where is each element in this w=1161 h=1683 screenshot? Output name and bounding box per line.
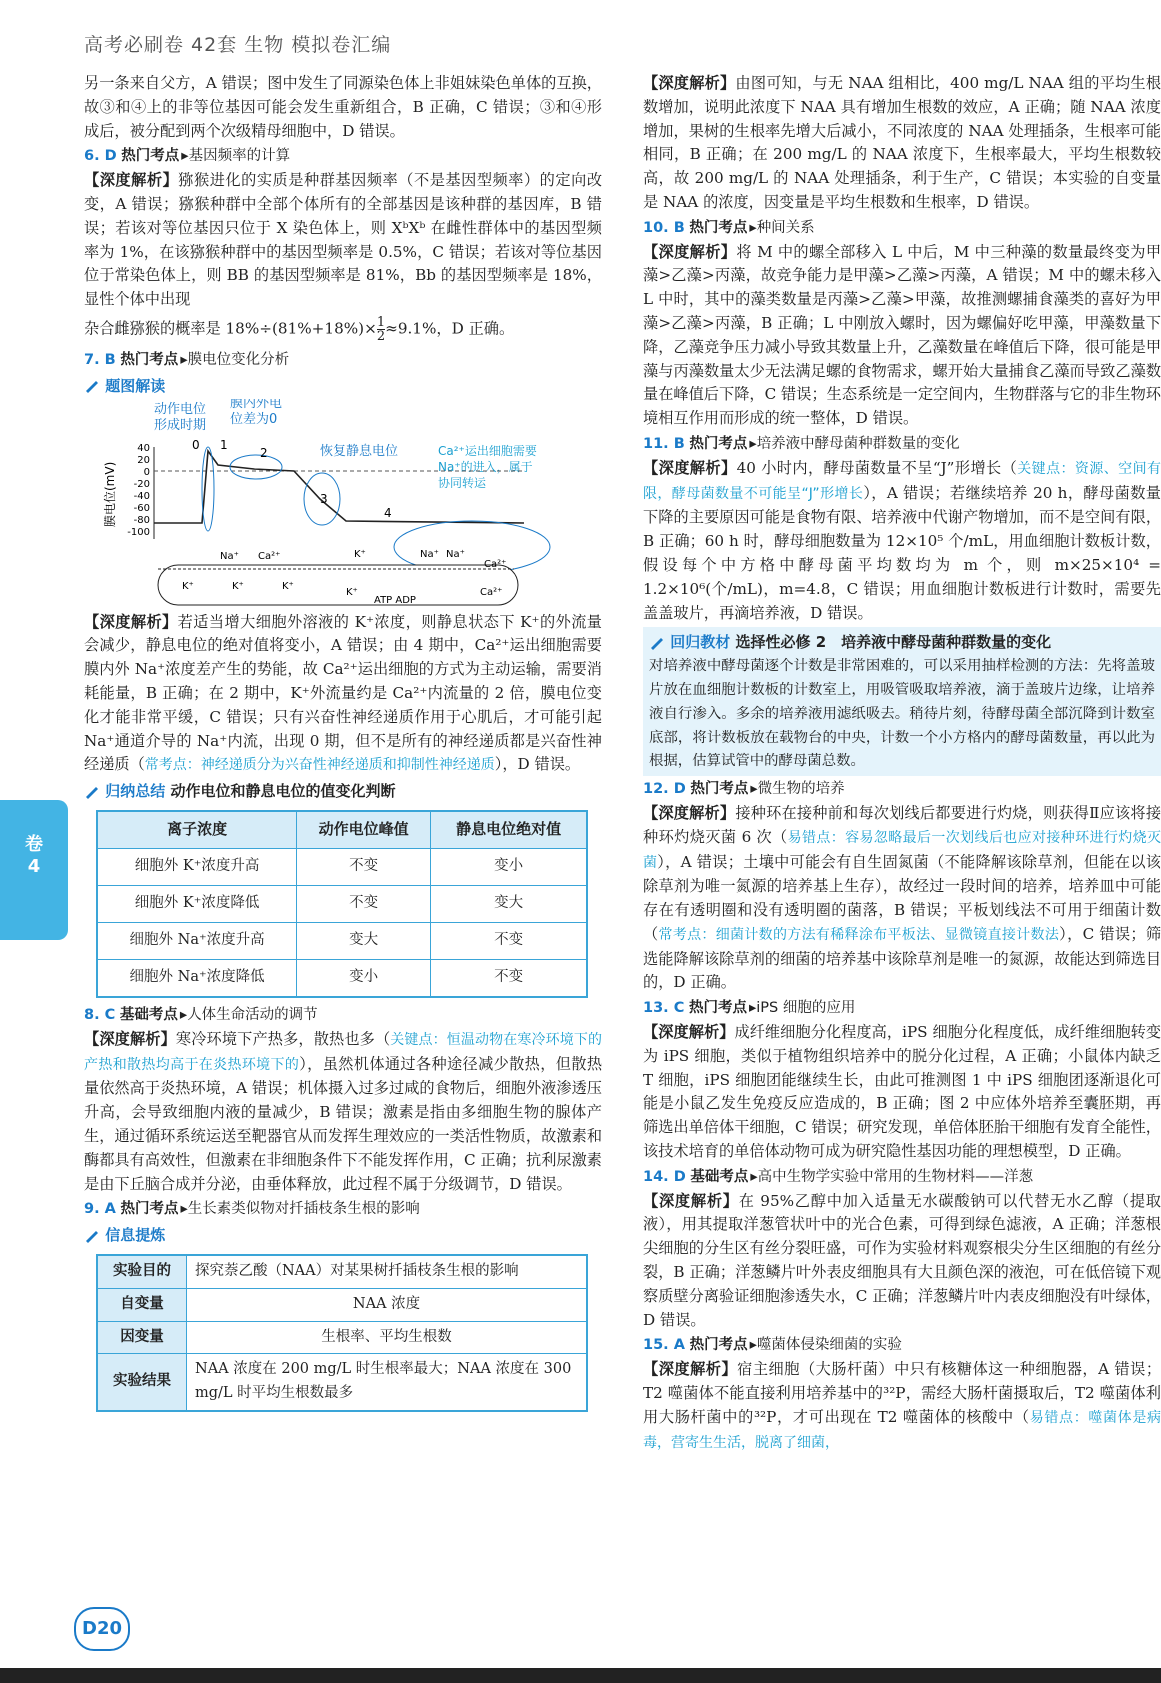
table-row: [97, 1354, 587, 1411]
table-cell: 细胞外 K⁺浓度升高: [97, 848, 297, 885]
side-tab-line2: 4: [27, 856, 41, 877]
q11-note: 关键点：资源、空间有限，酵母菌数量不可能呈“J”形增长: [643, 460, 1161, 502]
figure-reading-title: 题图解读: [105, 376, 166, 395]
q6-fraction: [377, 316, 385, 343]
textbook-heading: [649, 631, 1155, 655]
tick-m80: -80: [133, 514, 150, 526]
row-key: 因变量: [97, 1321, 187, 1354]
q11-tag: 【深度解析】: [643, 458, 737, 477]
y-axis-label: 膜电位(mV): [103, 461, 117, 527]
q9-number: 9. A: [84, 1201, 116, 1218]
figure-reading-heading: [84, 375, 602, 399]
q13-analysis: [643, 1021, 1161, 1164]
phase-1: 1: [220, 437, 228, 452]
row-value: 探究萘乙酸（NAA）对某果树扦插枝条生根的影响: [187, 1255, 588, 1288]
running-header: 高考必刷卷 42套 生物 模拟卷汇编: [84, 34, 392, 56]
q6-number: 6. D: [84, 148, 117, 165]
q9-text: 由图可知，与无 NAA 组相比，400 mg/L NAA 组的平均生根数增加，说明此浓度下 NAA 具有增加生根数的效应，A 正确；随 NAA 浓度增加，果树的生根率先增大后减小，不同浓度的 NAA 处理插条，生根率可能相同，B 正确；在 200 mg/L 的 NAA 浓度下，生根率最大，平均生根数较高，故 200 mg/L 的 NAA 处理插条，利于生产，C 错误；本实验的自变量是 NAA 的浓度，因变量是平均生根数和生根率，D 错误。: [643, 74, 1161, 211]
row-value: NAA 浓度: [187, 1288, 588, 1321]
pen-icon: [649, 636, 665, 650]
info-extract-heading: [84, 1224, 602, 1248]
q8-text2: ），虽然机体通过各种途径减少散热，但散热量依然高于炎热环境，A 错误；机体摄入过多过咸的食物后，细胞外液渗透压升高，会导致细胞内液的量减少，B 错误；激素是指由多细胞生物的腺体产生，通过循环系统运送至靶器官从而发挥生理效应的一类活性物质，故激素和酶都具有高效性，但激素在非细胞条件下不能发挥作用，C 正确；抗利尿激素是由下丘脑合成并分泌，由垂体释放，此过程不属于分级调节，D 错误。: [84, 1054, 603, 1193]
label-action-potential-2: 形成时期: [154, 417, 207, 433]
tick-40: 40: [137, 442, 150, 454]
table-cell: 细胞外 Na⁺浓度降低: [97, 959, 297, 997]
q8-topic: 人体生命活动的调节: [187, 1006, 318, 1023]
q14-text: 在 95%乙醇中加入适量无水碳酸钠可以代替无水乙醇（提取液），用其提取洋葱管状叶中的光合色素，可得到绿色滤液，A 正确；洋葱根尖细胞的分生区有丝分裂旺盛，可作为实验材料观察根尖分生区细胞的有丝分裂，B 正确；洋葱鳞片叶外表皮细胞具有大且颜色深的液泡，可在低倍镜下观察质壁分离验证细胞渗透失水，C 正确；洋葱鳞片叶内表皮细胞没有叶绿体，D 错误。: [643, 1191, 1161, 1329]
ion-na1: Na⁺: [220, 550, 239, 562]
label-ca-transport: Ca²⁺运出细胞需要: [438, 443, 537, 458]
q8-number: 8. C: [84, 1006, 116, 1023]
q14-heading: 14. D 基础考点 ▸高中生物学实验中常用的生物材料——洋葱: [643, 1168, 1034, 1185]
q12-kind: 热门考点: [690, 781, 749, 798]
table-row: [97, 885, 587, 922]
q15-analysis: [643, 1358, 1161, 1455]
q6-text3: ≈9.1%，D 正确。: [385, 319, 515, 338]
tick-m100: -100: [127, 526, 150, 538]
q15-kind: 热门考点: [689, 1337, 748, 1354]
q7-analysis: [84, 611, 602, 779]
table-header: 动作电位峰值: [297, 811, 431, 849]
q9-heading: 9. A 热门考点 ▸生长素类似物对扦插枝条生根的影响: [84, 1201, 420, 1218]
q11-text2: ），A 错误；若继续培养 20 h，酵母菌数量下降的主要原因可能是食物有限、培养液中代谢产物增加，而不是空间有限，B 正确；60 h 时，酵母细胞数量为 12×10⁵ 个/mL，用血细胞计数板计数，假设每个中方格中酵母菌平均数均为 m 个，则 m×25×10⁴ = 1.2×10⁶(个/mL)，m=4.8，C 错误；用血细胞计数板进行计数时，需要先盖盖玻片，再滴培养液，D 错误。: [643, 483, 1161, 622]
q10-tag: 【深度解析】: [643, 242, 737, 261]
q11-text1: 40 小时内，酵母菌数量不呈“J”形增长（: [736, 458, 1018, 477]
q14-kind: 基础考点: [690, 1168, 749, 1185]
phase-3: 3: [320, 491, 328, 506]
label-restore: 恢复静息电位: [320, 443, 399, 459]
table-cell: 变小: [431, 848, 587, 885]
textbook-subtitle: 选择性必修 2 培养液中酵母菌种群数量的变化: [735, 633, 1052, 652]
q14-analysis: [643, 1190, 1161, 1333]
tick-20: 20: [137, 454, 150, 466]
row-value: 生根率、平均生根数: [187, 1321, 588, 1354]
q6-analysis-end: [84, 316, 602, 343]
q12-note1: 易错点：容易忽略最后一次划线后也应对接种环进行灼烧灭菌: [643, 829, 1161, 871]
row-key: 实验结果: [97, 1354, 187, 1411]
q15-text1: 宿主细胞（大肠杆菌）中只有核糖体这一种细胞器，A 错误；T2 噬菌体不能直接利用培养基中的³²P，需经大肠杆菌摄取后，T2 噬菌体利用大肠杆菌中的³²P，才可出现在 T2 噬菌体的核酸中（: [643, 1360, 1161, 1426]
row-key: 实验目的: [97, 1255, 187, 1288]
q8-tag: 【深度解析】: [84, 1029, 176, 1048]
q10-text: 将 M 中的螺全部移入 L 中后，M 中三种藻的数量最终变为甲藻>乙藻>丙藻，故竞争能力是甲藻>乙藻>丙藻，A 错误；M 中的螺未移入 L 中时，其中的藻类数量是丙藻>乙藻>甲藻，故推测螺捕食藻类的喜好为甲藻>乙藻>丙藻，B 正确；L 中刚放入螺时，因为螺偏好吃甲藻，甲藻数量下降，乙藻竞争压力减小导致其数量上升，乙藻数量在峰值后下降，很可能是甲藻与丙藻数量太少无法满足螺的食物需求，螺开始大量捕食乙藻而导致乙藻数量在峰值后下降，C 错误；生态系统是一定空间内，生物群落与它的非生物环境相互作用而形成的统一整体，D 错误。: [643, 242, 1161, 428]
intro-paragraph: 另一条来自父方，A 错误；图中发生了同源染色体上非姐妹染色单体的互换，故③和④上的非等位基因可能会发生重新组合，B 正确，C 错误；③和④形成后，被分配到两个次级精母细胞中，D 错误。: [84, 74, 602, 140]
q9-kind: 热门考点: [120, 1201, 179, 1218]
q6-analysis: [84, 169, 602, 312]
q9-analysis: [643, 72, 1161, 215]
q12-number: 12. D: [643, 781, 686, 798]
phase-0: 0: [192, 437, 200, 452]
q10-topic: 种间关系: [756, 219, 815, 236]
table-cell: 不变: [297, 848, 431, 885]
q15-heading: 15. A 热门考点 ▸噬菌体侵染细菌的实验: [643, 1337, 902, 1354]
label-action-potential: 动作电位: [154, 401, 207, 417]
q13-topic: iPS 细胞的应用: [756, 1000, 856, 1017]
q7-heading: 7. B 热门考点 ▸膜电位变化分析: [84, 351, 290, 368]
summary-heading: [84, 780, 602, 804]
table-cell: 细胞外 K⁺浓度降低: [97, 885, 297, 922]
textbook-text: 对培养液中酵母菌逐个计数是非常困难的，可以采用抽样检测的方法：先将盖玻片放在血细胞计数板的计数室上，用吸管吸取培养液，滴于盖玻片边缘，让培养液自行渗入。多余的培养液用滤纸吸去。稍待片刻，待酵母菌全部沉降到计数室底部，将计数板放在载物台的中央，计数一个小方格内的酵母菌数量，再以此为根据，估算试管中的酵母菌总数。: [649, 658, 1155, 770]
textbook-title: 回归教材: [670, 633, 731, 652]
q7-note: 常考点：神经递质分为兴奋性神经递质和抑制性神经递质: [144, 757, 495, 774]
cell-membrane: [158, 565, 518, 605]
potential-table: [96, 810, 588, 998]
table-row: [97, 1255, 587, 1288]
q12-heading: 12. D 热门考点 ▸微生物的培养: [643, 781, 845, 798]
q6-text2: 杂合雌猕猴的概率是 18%÷(81%+18%)×: [84, 319, 377, 338]
label-zero-diff: 膜内外电: [230, 398, 283, 411]
table-row: [97, 848, 587, 885]
tick-m60: -60: [133, 502, 150, 514]
q15-note: 易错点：噬菌体是病毒，营寄生生活，脱离了细菌，: [643, 1409, 1161, 1451]
q14-number: 14. D: [643, 1168, 686, 1185]
experiment-table: [96, 1254, 588, 1412]
table-header: 静息电位绝对值: [431, 811, 587, 849]
ion-k2: K⁺: [182, 580, 194, 592]
y-ticks: [127, 443, 150, 538]
label-ca-transport-3: 协同转运: [438, 475, 487, 490]
table-cell: 细胞外 Na⁺浓度升高: [97, 922, 297, 959]
left-column: [84, 72, 602, 1412]
q13-kind: 热门考点: [689, 1000, 747, 1017]
table-row: [97, 1321, 587, 1354]
phase-4: 4: [384, 505, 392, 520]
bottom-edge: [0, 1668, 1161, 1683]
q6-heading: 6. D 热门考点 ▸基因频率的计算: [84, 148, 291, 165]
q13-number: 13. C: [643, 1000, 685, 1017]
pen-icon: [84, 785, 100, 799]
q9-tag: 【深度解析】: [643, 74, 736, 92]
table-cell: 变小: [297, 959, 431, 997]
q12-note2: 常考点：细菌计数的方法有稀释涂布平板法、显微镜直接计数法: [658, 926, 1060, 943]
q8-note: 关键点：恒温动物在寒冷环境下的产热和散热均高于在炎热环境下的: [84, 1031, 602, 1073]
phase-2: 2: [260, 445, 268, 460]
q10-kind: 热门考点: [689, 219, 748, 236]
ion-ca2: Ca²⁺: [484, 558, 507, 570]
q15-number: 15. A: [643, 1337, 685, 1354]
volume-side-tab: [0, 800, 68, 940]
q11-heading: 11. B 热门考点 ▸培养液中酵母菌种群数量的变化: [643, 435, 960, 452]
q13-tag: 【深度解析】: [643, 1023, 735, 1042]
q8-text1: 寒冷环境下产热多，散热也多（: [175, 1029, 391, 1048]
table-header: 离子浓度: [97, 811, 297, 849]
q7-kind: 热门考点: [120, 351, 179, 368]
table-row: [97, 922, 587, 959]
q12-tag: 【深度解析】: [643, 803, 736, 822]
row-value: NAA 浓度在 200 mg/L 时生根率最大；NAA 浓度在 300 mg/L 时平均生根数最多: [187, 1354, 588, 1411]
q13-text: 成纤维细胞分化程度高，iPS 细胞分化程度低，成纤维细胞转变为 iPS 细胞，类似于植物组织培养中的脱分化过程，A 正确；小鼠体内缺乏 T 细胞，iPS 细胞团能继续生长，由此可推测图 1 中 iPS 细胞团逐渐退化可能是小鼠乙发生免疫反应造成的，B 正确；图 2 中应体外培养至囊胚期，再筛选出单倍体干细胞，C 错误；研究发现，单倍体胚胎干细胞有发育全能性，该技术培育的单倍体动物可成为研究隐性基因功能的理想模型，D 正确。: [643, 1023, 1161, 1161]
ion-k5: K⁺: [346, 586, 358, 598]
q10-analysis: [643, 241, 1161, 431]
ion-k4: K⁺: [282, 580, 294, 592]
table-cell: 变大: [431, 885, 587, 922]
table-cell: 不变: [297, 885, 431, 922]
table-row: [97, 959, 587, 997]
q12-text3: ），C 错误；筛选能降解该除草剂的细菌的培养基中该除草剂是唯一的氮源，故能达到筛选目的，D 正确。: [643, 924, 1161, 992]
row-key: 自变量: [97, 1288, 187, 1321]
table-cell: 变大: [297, 922, 431, 959]
label-ca-transport-2: Na⁺的进入，属于: [438, 459, 533, 474]
q11-kind: 热门考点: [689, 435, 748, 452]
q15-topic: 噬菌体侵染细菌的实验: [756, 1337, 902, 1354]
table-cell: 不变: [431, 922, 587, 959]
summary-subtitle: 动作电位和静息电位的值变化判断: [170, 782, 396, 801]
tick-m40: -40: [133, 490, 150, 502]
ion-na3: Na⁺: [446, 548, 465, 560]
q12-text1: 接种环在接种前和每次划线后都要进行灼烧，则获得Ⅱ应该将接种环灼烧灭菌 6 次（: [643, 803, 1161, 846]
side-tab-line1: 卷: [25, 834, 43, 855]
table-row: [97, 1288, 587, 1321]
ion-ca1: Ca²⁺: [258, 550, 281, 562]
pen-icon: [84, 1229, 100, 1243]
summary-title: 归纳总结: [105, 782, 166, 801]
q14-topic: 高中生物学实验中常用的生物材料——洋葱: [757, 1168, 1034, 1185]
textbook-box: [643, 627, 1161, 776]
table-cell: 不变: [431, 959, 587, 997]
q7-tag: 【深度解析】: [84, 612, 178, 631]
q10-heading: 10. B 热门考点 ▸种间关系: [643, 219, 815, 236]
q8-kind: 基础考点: [119, 1006, 178, 1023]
q15-tag: 【深度解析】: [643, 1360, 738, 1379]
q6-kind: 热门考点: [121, 148, 180, 165]
q6-text: 猕猴进化的实质是种群基因频率（不是基因型频率）的定向改变，A 错误；猕猴种群中全部个体所有的全部基因是该种群的基因库，B 错误；若该对等位基因只位于 X 染色体上，则 XᵇXᵇ 在雌性群体中的基因型频率为 1%，在该猕猴种群中的基因型频率是 0.5%，C 错误；若该对等位基因位于常染色体上，则 BB 的基因型频率是 81%，Bb 的基因型频率是 18%，显性个体中出现: [84, 171, 603, 309]
frac-numerator: 1: [376, 314, 386, 330]
label-zero-diff-2: 位差为0: [230, 411, 278, 427]
q14-tag: 【深度解析】: [643, 1191, 739, 1210]
pen-icon: [84, 379, 100, 393]
ion-ca3: Ca²⁺: [480, 586, 503, 598]
q6-tag: 【深度解析】: [84, 171, 179, 190]
q9-topic: 生长素类似物对扦插枝条生根的影响: [187, 1201, 420, 1218]
q11-analysis: [643, 457, 1161, 626]
q7-text: 若适当增大细胞外溶液的 K⁺浓度，则静息状态下 K⁺的外流量会减少，静息电位的绝对值将变小，A 错误；由 4 期中，Ca²⁺运出细胞需要膜内外 Na⁺浓度差产生的势能，故 Ca²⁺运出细胞的方式为主动运输，需要消耗能量，B 正确；在 2 期中，K⁺外流量约是 Ca²⁺内流量的 2 倍，膜电位变化才能非常平缓，C 错误；只有兴奋性神经递质作用于心肌后，才可能引起 Na⁺通道介导的 Na⁺内流，出现 0 期，但不是所有的神经递质都是兴奋性神经递质（: [84, 612, 602, 774]
q12-topic: 微生物的培养: [757, 781, 845, 798]
q7-topic: 膜电位变化分析: [187, 351, 290, 368]
info-extract-title: 信息提炼: [105, 1226, 166, 1245]
page-number: D20: [74, 1607, 130, 1651]
q8-analysis: [84, 1028, 602, 1197]
tick-0: 0: [143, 466, 150, 478]
ion-k3: K⁺: [232, 580, 244, 592]
q11-number: 11. B: [643, 435, 685, 452]
q12-text2: ），A 错误；土壤中可能会有自生固氮菌（不能降解该除草剂，但能在以该除草剂为唯一氮源的培养基上生存），故经过一段时间的培养，培养皿中可能存在有透明圈和没有透明圈的菌落，B 错误；平板划线法不可用于细菌计数（: [643, 852, 1161, 943]
tick-m20: -20: [133, 478, 150, 490]
membrane-potential-figure: [84, 399, 602, 611]
q11-topic: 培养液中酵母菌种群数量的变化: [756, 435, 960, 452]
table-header-row: [97, 811, 587, 849]
membrane-potential-svg: [84, 399, 602, 611]
q10-number: 10. B: [643, 219, 685, 236]
frac-denominator: 2: [376, 328, 386, 344]
q13-heading: 13. C 热门考点 ▸iPS 细胞的应用: [643, 1000, 856, 1017]
q7-number: 7. B: [84, 351, 116, 368]
ion-na2: Na⁺: [420, 548, 439, 560]
right-column: [643, 72, 1161, 1455]
q12-analysis: [643, 802, 1161, 995]
ion-k1: K⁺: [354, 548, 366, 560]
q7-text-end: ），D 错误。: [494, 755, 581, 774]
q8-heading: 8. C 基础考点 ▸人体生命活动的调节: [84, 1006, 318, 1023]
q6-topic: 基因频率的计算: [188, 148, 291, 165]
atp-adp-label: ATP ADP: [374, 594, 416, 606]
